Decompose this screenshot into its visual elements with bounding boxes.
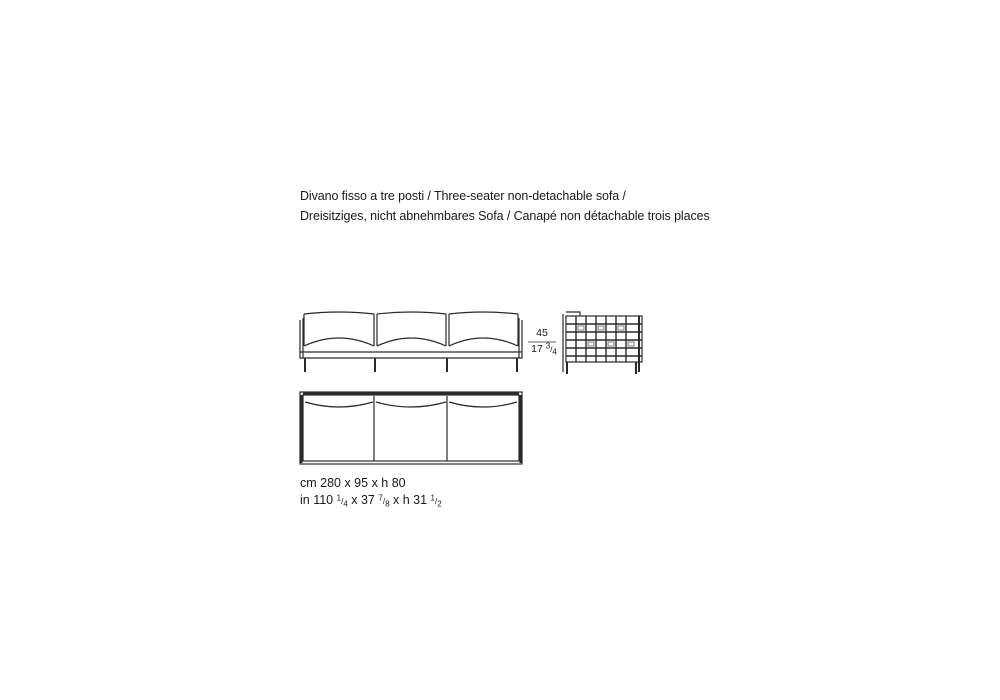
overall-dimensions — [300, 475, 442, 510]
dimensions-cm: cm 280 x 95 x h 80 — [300, 476, 406, 490]
side-elevation — [563, 312, 642, 374]
seat-height-inches: 17 $^3/_4$ — [531, 341, 557, 357]
front-elevation — [300, 312, 522, 372]
caption-line-2: Dreisitziges, nicht abnehmbares Sofa / Canapé non détachable trois places — [300, 209, 710, 223]
dimensions-inches: in 110 $^1/_4$ x 37 $^7/_8$ x h 31 $^1/_2$ — [300, 493, 442, 509]
seat-height-cm: 45 — [536, 327, 548, 339]
plan-view — [300, 392, 522, 464]
caption-line-1: Divano fisso a tre posti / Three-seater non-detachable sofa / — [300, 189, 626, 203]
